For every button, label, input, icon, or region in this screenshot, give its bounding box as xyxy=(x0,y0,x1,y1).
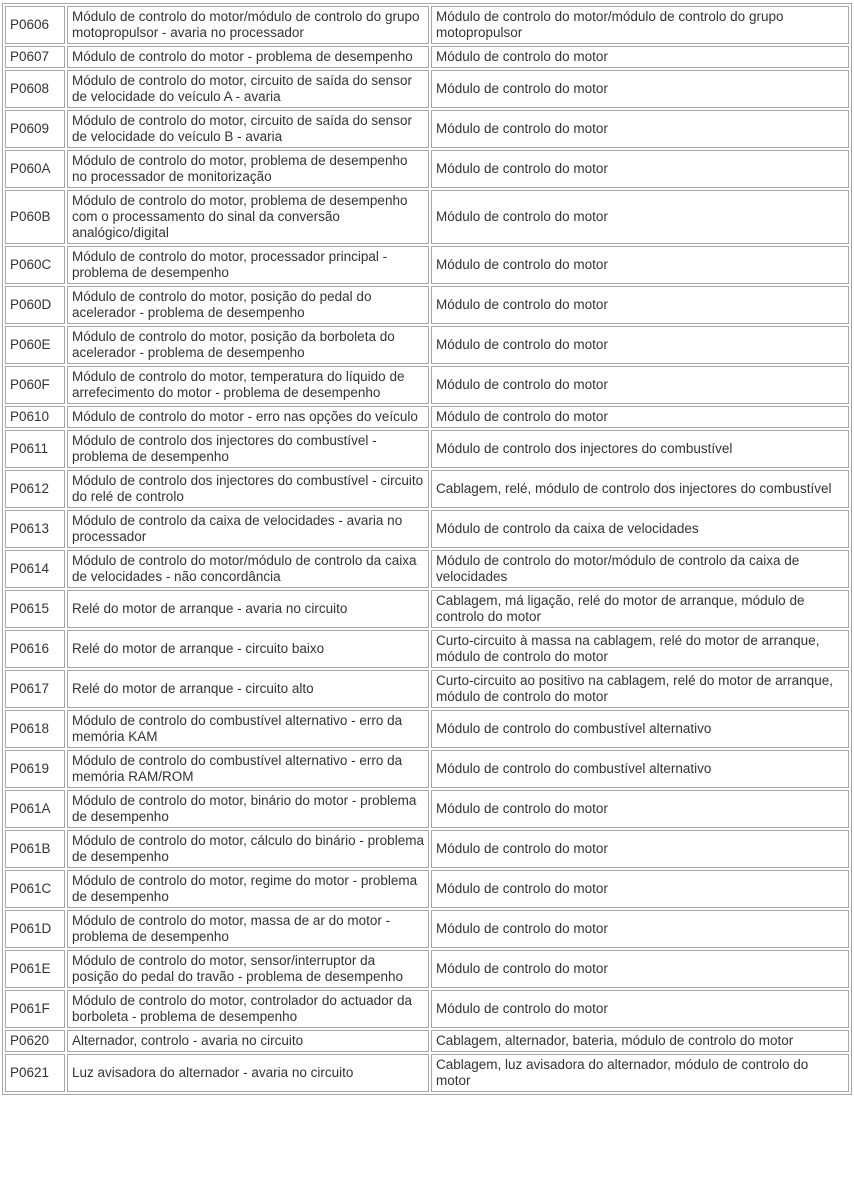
table-row xyxy=(5,710,849,748)
dtc-probable-cause-cell: Módulo de controlo do motor xyxy=(431,246,849,284)
dtc-fault-description-cell: Relé do motor de arranque - circuito alto xyxy=(67,670,429,708)
table-row xyxy=(5,750,849,788)
dtc-fault-description-cell: Módulo de controlo do motor, regime do motor - problema de desempenho xyxy=(67,870,429,908)
dtc-probable-cause-cell: Módulo de controlo do motor xyxy=(431,150,849,188)
dtc-code-cell: P0616 xyxy=(5,630,65,668)
dtc-probable-cause-cell: Módulo de controlo do motor xyxy=(431,790,849,828)
table-row xyxy=(5,190,849,244)
dtc-fault-description-cell: Módulo de controlo do motor/módulo de controlo da caixa de velocidades - não concordância xyxy=(67,550,429,588)
dtc-code-cell: P060E xyxy=(5,326,65,364)
dtc-probable-cause-cell: Módulo de controlo do motor xyxy=(431,286,849,324)
dtc-code-cell: P0607 xyxy=(5,46,65,68)
dtc-table xyxy=(2,3,852,1095)
dtc-probable-cause-cell: Módulo de controlo do motor xyxy=(431,990,849,1028)
dtc-code-cell: P061B xyxy=(5,830,65,868)
dtc-fault-description-cell: Módulo de controlo do motor, problema de desempenho no processador de monitorização xyxy=(67,150,429,188)
dtc-code-cell: P0610 xyxy=(5,406,65,428)
dtc-fault-description-cell: Módulo de controlo do motor, controlador do actuador da borboleta - problema de desempenho xyxy=(67,990,429,1028)
table-row xyxy=(5,286,849,324)
dtc-probable-cause-cell: Módulo de controlo do motor xyxy=(431,70,849,108)
table-row xyxy=(5,950,849,988)
dtc-code-cell: P060C xyxy=(5,246,65,284)
dtc-probable-cause-cell: Módulo de controlo do motor xyxy=(431,870,849,908)
dtc-table-body xyxy=(5,6,849,1092)
dtc-code-cell: P061E xyxy=(5,950,65,988)
dtc-code-cell: P0619 xyxy=(5,750,65,788)
dtc-fault-description-cell: Módulo de controlo do motor, sensor/interruptor da posição do pedal do travão - problema de desempenho xyxy=(67,950,429,988)
dtc-code-cell: P0614 xyxy=(5,550,65,588)
dtc-probable-cause-cell: Módulo de controlo do motor xyxy=(431,950,849,988)
dtc-fault-description-cell: Módulo de controlo dos injectores do combustível - circuito do relé de controlo xyxy=(67,470,429,508)
dtc-probable-cause-cell: Cablagem, relé, módulo de controlo dos injectores do combustível xyxy=(431,470,849,508)
dtc-probable-cause-cell: Módulo de controlo do combustível alternativo xyxy=(431,710,849,748)
dtc-code-cell: P060F xyxy=(5,366,65,404)
table-row xyxy=(5,406,849,428)
dtc-probable-cause-cell: Cablagem, alternador, bateria, módulo de controlo do motor xyxy=(431,1030,849,1052)
table-row xyxy=(5,70,849,108)
dtc-fault-description-cell: Módulo de controlo do motor, posição do pedal do acelerador - problema de desempenho xyxy=(67,286,429,324)
table-row xyxy=(5,830,849,868)
table-row xyxy=(5,110,849,148)
dtc-probable-cause-cell: Módulo de controlo do motor xyxy=(431,910,849,948)
dtc-fault-description-cell: Módulo de controlo do motor, binário do motor - problema de desempenho xyxy=(67,790,429,828)
dtc-code-cell: P0611 xyxy=(5,430,65,468)
dtc-code-cell: P0613 xyxy=(5,510,65,548)
dtc-fault-description-cell: Módulo de controlo dos injectores do combustível - problema de desempenho xyxy=(67,430,429,468)
dtc-code-cell: P0621 xyxy=(5,1054,65,1092)
dtc-code-cell: P0612 xyxy=(5,470,65,508)
dtc-probable-cause-cell: Cablagem, má ligação, relé do motor de arranque, módulo de controlo do motor xyxy=(431,590,849,628)
dtc-probable-cause-cell: Módulo de controlo do motor xyxy=(431,406,849,428)
dtc-probable-cause-cell: Módulo de controlo do motor xyxy=(431,366,849,404)
table-row xyxy=(5,910,849,948)
dtc-probable-cause-cell: Cablagem, luz avisadora do alternador, módulo de controlo do motor xyxy=(431,1054,849,1092)
table-row xyxy=(5,1054,849,1092)
dtc-code-cell: P061D xyxy=(5,910,65,948)
dtc-probable-cause-cell: Módulo de controlo do motor xyxy=(431,830,849,868)
dtc-code-cell: P060D xyxy=(5,286,65,324)
table-row xyxy=(5,6,849,44)
dtc-code-cell: P0618 xyxy=(5,710,65,748)
table-row xyxy=(5,1030,849,1052)
table-row xyxy=(5,670,849,708)
dtc-probable-cause-cell: Módulo de controlo do motor xyxy=(431,46,849,68)
table-row xyxy=(5,990,849,1028)
table-row xyxy=(5,630,849,668)
table-row xyxy=(5,430,849,468)
dtc-fault-description-cell: Módulo de controlo do motor - erro nas opções do veículo xyxy=(67,406,429,428)
dtc-fault-description-cell: Módulo de controlo da caixa de velocidades - avaria no processador xyxy=(67,510,429,548)
table-row xyxy=(5,550,849,588)
dtc-code-cell: P0615 xyxy=(5,590,65,628)
dtc-fault-description-cell: Módulo de controlo do motor, massa de ar do motor - problema de desempenho xyxy=(67,910,429,948)
table-row xyxy=(5,366,849,404)
dtc-code-cell: P061F xyxy=(5,990,65,1028)
dtc-probable-cause-cell: Módulo de controlo do motor/módulo de controlo da caixa de velocidades xyxy=(431,550,849,588)
dtc-fault-description-cell: Módulo de controlo do motor, circuito de saída do sensor de velocidade do veículo A - avaria xyxy=(67,70,429,108)
dtc-fault-description-cell: Módulo de controlo do combustível alternativo - erro da memória KAM xyxy=(67,710,429,748)
dtc-fault-description-cell: Luz avisadora do alternador - avaria no circuito xyxy=(67,1054,429,1092)
dtc-code-cell: P061C xyxy=(5,870,65,908)
dtc-probable-cause-cell: Módulo de controlo dos injectores do combustível xyxy=(431,430,849,468)
dtc-probable-cause-cell: Módulo de controlo do motor xyxy=(431,190,849,244)
table-row xyxy=(5,150,849,188)
dtc-fault-description-cell: Módulo de controlo do motor, temperatura do líquido de arrefecimento do motor - problema de desempenho xyxy=(67,366,429,404)
dtc-code-cell: P060A xyxy=(5,150,65,188)
dtc-probable-cause-cell: Módulo de controlo do motor xyxy=(431,326,849,364)
table-row xyxy=(5,790,849,828)
dtc-code-cell: P0608 xyxy=(5,70,65,108)
table-row xyxy=(5,46,849,68)
dtc-fault-description-cell: Módulo de controlo do motor/módulo de controlo do grupo motopropulsor - avaria no processador xyxy=(67,6,429,44)
dtc-fault-description-cell: Módulo de controlo do motor, posição da borboleta do acelerador - problema de desempenho xyxy=(67,326,429,364)
dtc-fault-description-cell: Alternador, controlo - avaria no circuito xyxy=(67,1030,429,1052)
dtc-fault-description-cell: Relé do motor de arranque - circuito baixo xyxy=(67,630,429,668)
dtc-probable-cause-cell: Curto-circuito à massa na cablagem, relé do motor de arranque, módulo de controlo do motor xyxy=(431,630,849,668)
dtc-code-cell: P0609 xyxy=(5,110,65,148)
table-row xyxy=(5,326,849,364)
dtc-code-cell: P060B xyxy=(5,190,65,244)
dtc-code-cell: P0617 xyxy=(5,670,65,708)
dtc-probable-cause-cell: Curto-circuito ao positivo na cablagem, relé do motor de arranque, módulo de controlo do motor xyxy=(431,670,849,708)
table-row xyxy=(5,590,849,628)
table-row xyxy=(5,870,849,908)
dtc-fault-description-cell: Módulo de controlo do combustível alternativo - erro da memória RAM/ROM xyxy=(67,750,429,788)
dtc-fault-description-cell: Módulo de controlo do motor, circuito de saída do sensor de velocidade do veículo B - avaria xyxy=(67,110,429,148)
dtc-code-cell: P0620 xyxy=(5,1030,65,1052)
dtc-probable-cause-cell: Módulo de controlo da caixa de velocidades xyxy=(431,510,849,548)
dtc-probable-cause-cell: Módulo de controlo do motor/módulo de controlo do grupo motopropulsor xyxy=(431,6,849,44)
table-row xyxy=(5,470,849,508)
dtc-fault-description-cell: Módulo de controlo do motor - problema de desempenho xyxy=(67,46,429,68)
dtc-probable-cause-cell: Módulo de controlo do combustível alternativo xyxy=(431,750,849,788)
dtc-probable-cause-cell: Módulo de controlo do motor xyxy=(431,110,849,148)
table-row xyxy=(5,510,849,548)
dtc-fault-description-cell: Módulo de controlo do motor, problema de desempenho com o processamento do sinal da conversão analógico/digital xyxy=(67,190,429,244)
dtc-fault-description-cell: Relé do motor de arranque - avaria no circuito xyxy=(67,590,429,628)
dtc-code-cell: P061A xyxy=(5,790,65,828)
dtc-fault-description-cell: Módulo de controlo do motor, processador principal - problema de desempenho xyxy=(67,246,429,284)
table-row xyxy=(5,246,849,284)
dtc-fault-description-cell: Módulo de controlo do motor, cálculo do binário - problema de desempenho xyxy=(67,830,429,868)
dtc-code-cell: P0606 xyxy=(5,6,65,44)
